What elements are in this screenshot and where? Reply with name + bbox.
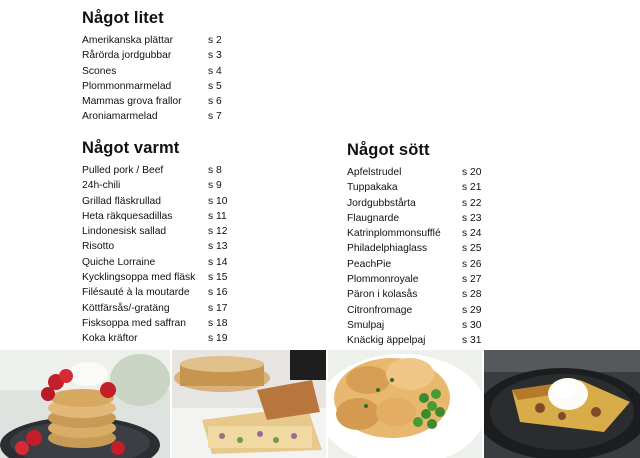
recipe-row — [347, 287, 481, 302]
recipe-page-number: s 24 — [462, 228, 482, 240]
recipe-page-number: s 14 — [208, 256, 228, 268]
quiche-photo-icon — [172, 350, 326, 458]
recipe-page-number: s 4 — [208, 65, 222, 77]
recipe-row — [82, 178, 227, 193]
recipe-name: Koka kräftor — [82, 333, 138, 345]
photo-strip — [0, 350, 640, 458]
recipe-page-number: s 31 — [462, 335, 482, 347]
section-title: Något litet — [82, 9, 164, 27]
recipe-name: 24h-chili — [82, 180, 121, 192]
recipe-page-number: s 20 — [462, 167, 482, 178]
recipe-name: Philadelphiaglass — [347, 243, 428, 255]
recipe-page-number: s 12 — [208, 226, 228, 238]
recipe-name: Risotto — [82, 241, 115, 253]
recipe-page-number: s 29 — [462, 304, 482, 316]
recipe-page-number: s 9 — [208, 180, 222, 192]
recipe-page-number: s 21 — [462, 182, 482, 194]
recipe-name: Citronfromage — [347, 304, 413, 316]
recipe-row — [347, 303, 481, 318]
recipe-page-number: s 10 — [208, 195, 228, 207]
recipe-page-number: s 18 — [208, 317, 228, 329]
section-nagot-sott — [347, 141, 481, 349]
recipe-row — [347, 241, 481, 256]
recipe-page-number: s 6 — [208, 96, 222, 108]
section-title: Något varmt — [82, 139, 180, 157]
recipe-name: Flaugnarde — [347, 212, 400, 224]
recipe-row — [347, 211, 481, 226]
recipe-name: Katrinplommonsufflé — [347, 228, 441, 240]
recipe-page-number: s 8 — [208, 165, 222, 176]
recipe-name: Kycklingsoppa med fläsk — [82, 272, 196, 284]
recipe-row — [82, 331, 227, 346]
recipe-row — [347, 180, 481, 195]
recipe-list — [82, 33, 222, 125]
recipe-row — [82, 79, 222, 94]
recipe-name: Pulled pork / Beef — [82, 165, 164, 176]
recipe-row — [82, 301, 227, 316]
recipe-page-number: s 19 — [208, 333, 228, 345]
recipe-row — [82, 194, 227, 209]
recipe-row — [82, 33, 222, 48]
recipe-row — [82, 316, 227, 331]
recipe-row — [347, 226, 481, 241]
section-nagot-litet — [82, 9, 222, 125]
recipe-row — [82, 209, 227, 224]
recipe-page-number: s 5 — [208, 80, 222, 92]
recipe-row — [347, 257, 481, 272]
recipe-row — [82, 48, 222, 63]
recipe-name: Grillad fläskrullad — [82, 195, 161, 207]
recipe-row — [82, 270, 227, 285]
recipe-name: Amerikanska plättar — [82, 35, 173, 46]
recipe-row — [347, 272, 481, 287]
section-nagot-varmt — [82, 139, 227, 347]
recipe-page-number: s 7 — [208, 111, 222, 123]
recipe-row — [82, 255, 227, 270]
pancakes-photo-icon — [0, 350, 170, 458]
recipe-name: Lindonesisk sallad — [82, 226, 167, 238]
recipe-page-number: s 2 — [208, 35, 222, 46]
recipe-page-number: s 11 — [208, 210, 227, 222]
recipe-name: Rårörda jordgubbar — [82, 50, 172, 62]
recipe-page-number: s 16 — [208, 287, 228, 299]
recipe-name: Aroniamarmelad — [82, 111, 158, 123]
recipe-row — [82, 64, 222, 79]
recipe-row — [347, 196, 481, 211]
recipe-page-number: s 30 — [462, 319, 482, 331]
recipe-row — [347, 333, 481, 348]
recipe-name: Smulpaj — [347, 319, 385, 331]
recipe-page-number: s 28 — [462, 289, 482, 301]
recipe-row — [82, 224, 227, 239]
recipe-name: Fisksoppa med saffran — [82, 317, 186, 329]
recipe-row — [82, 285, 227, 300]
recipe-name: PeachPie — [347, 258, 392, 270]
recipe-name: Tuppakaka — [347, 182, 398, 194]
recipe-row — [82, 239, 227, 254]
section-title: Något sött — [347, 141, 430, 159]
clafoutis-photo-icon — [484, 350, 640, 458]
recipe-row — [82, 109, 222, 124]
recipe-name: Köttfärsås/-gratäng — [82, 302, 170, 314]
recipe-page-number: s 22 — [462, 197, 482, 209]
recipe-page-number: s 13 — [208, 241, 228, 253]
recipe-name: Jordgubbstårta — [347, 197, 416, 209]
recipe-page-number: s 17 — [208, 302, 228, 314]
recipe-page-number: s 23 — [462, 212, 482, 224]
recipe-name: Quiche Lorraine — [82, 256, 156, 268]
recipe-name: Knäckig äppelpaj — [347, 335, 426, 347]
recipe-list — [347, 165, 481, 349]
recipe-row — [82, 163, 227, 178]
recipe-name: Plommonmarmelad — [82, 80, 172, 92]
recipe-page-number: s 25 — [462, 243, 482, 255]
recipe-name: Päron i kolasås — [347, 289, 418, 301]
recipe-row — [82, 94, 222, 109]
recipe-name: Scones — [82, 65, 117, 77]
recipe-name: Plommonroyale — [347, 274, 419, 286]
recipe-name: Apfelstrudel — [347, 167, 402, 178]
chicken-sauce-photo-icon — [328, 350, 482, 458]
recipe-row — [347, 318, 481, 333]
recipe-page-number: s 15 — [208, 272, 228, 284]
recipe-page-number: s 3 — [208, 50, 222, 62]
recipe-list — [82, 163, 227, 347]
recipe-page-number: s 27 — [462, 274, 482, 286]
recipe-name: Heta räkquesadillas — [82, 210, 173, 222]
recipe-name: Filésauté à la moutarde — [82, 287, 190, 299]
recipe-row — [347, 165, 481, 180]
recipe-name: Mammas grova frallor — [82, 96, 182, 108]
recipe-page-number: s 26 — [462, 258, 482, 270]
